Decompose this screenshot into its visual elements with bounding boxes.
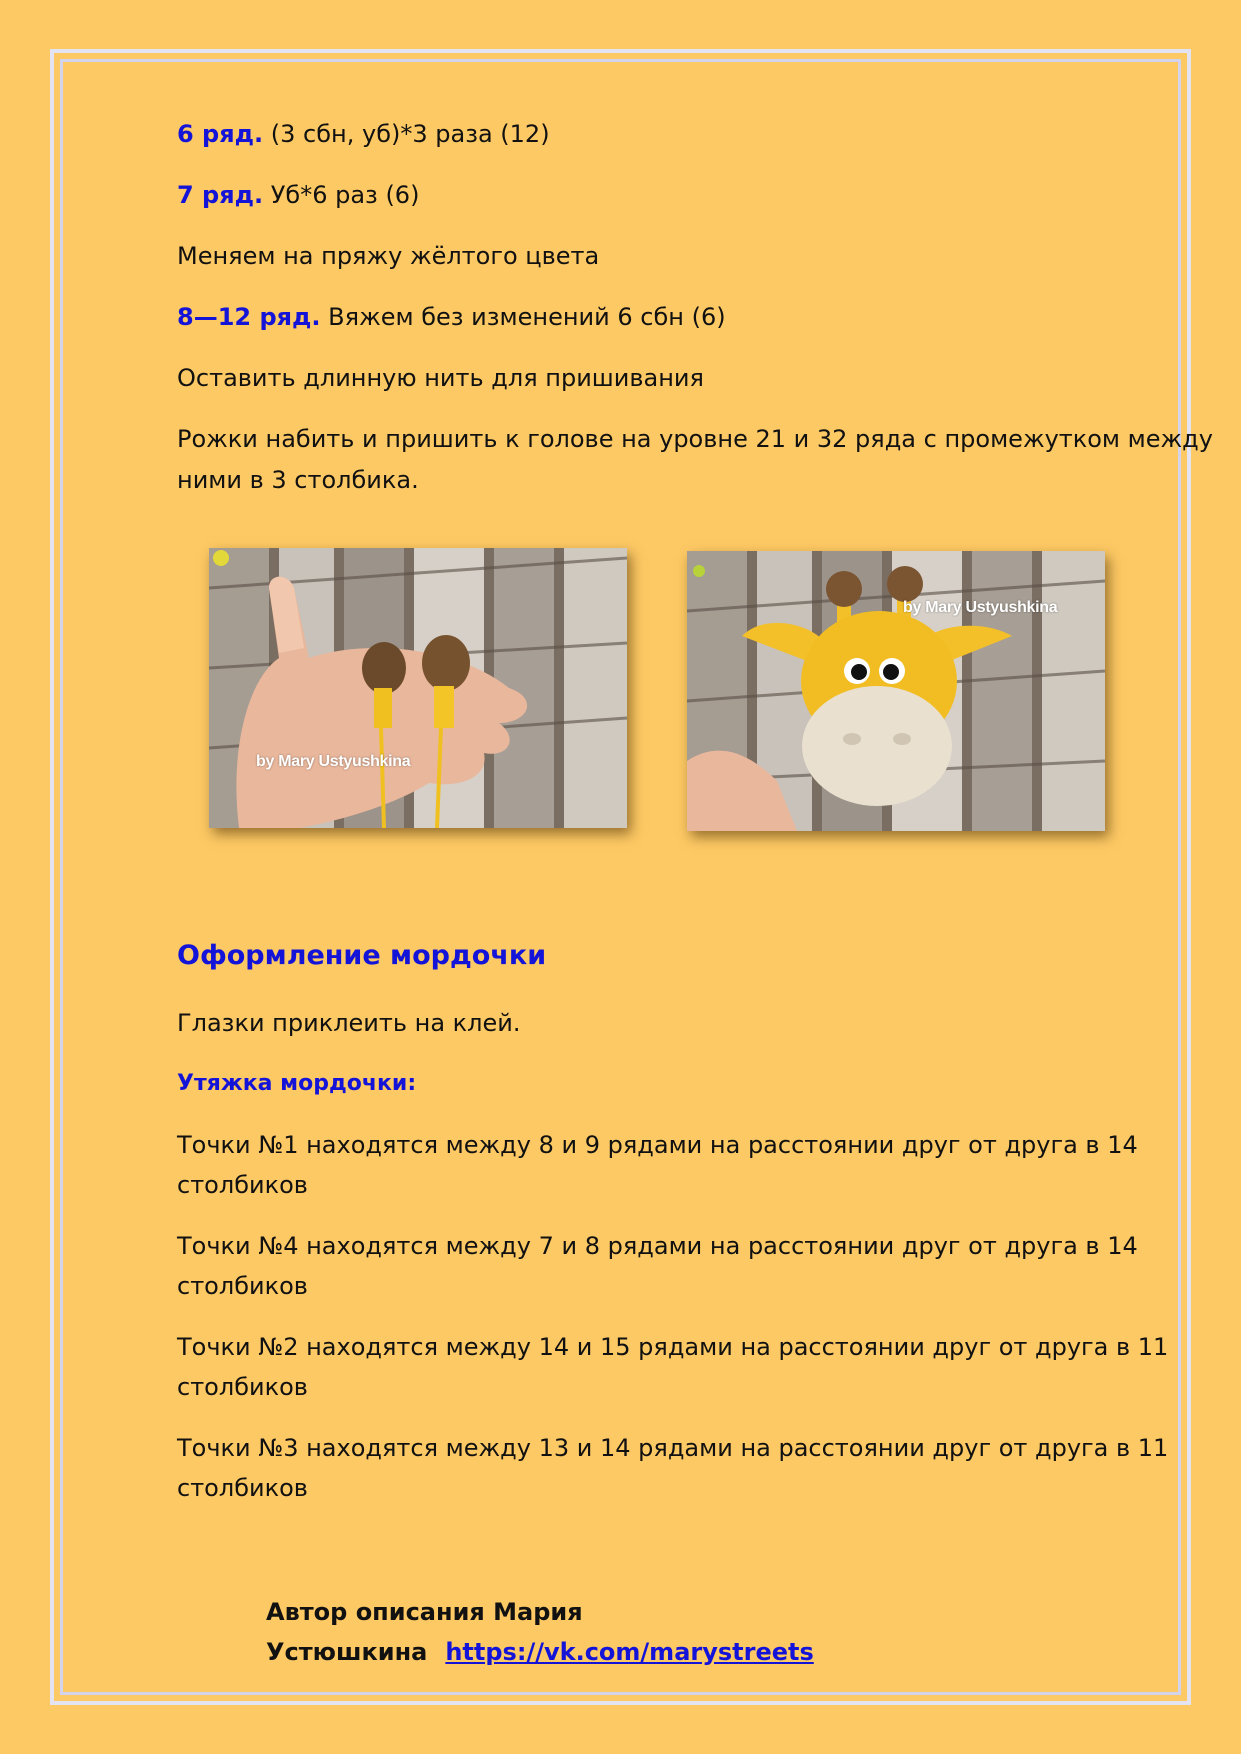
list-item [177, 1327, 1168, 1407]
section-title: Оформление мордочки [177, 940, 547, 971]
leave-thread-text: Оставить длинную нить для пришивания [177, 364, 704, 392]
row-6-text: (3 сбн, уб)*3 раза (12) [263, 120, 550, 148]
row-7-text: Уб*6 раз (6) [263, 181, 420, 209]
horns-text-line-2: ними в 3 столбика. [177, 466, 419, 494]
author-credit: Автор описания Мария Устюшкина [266, 1598, 583, 1666]
point-4-line-1: Точки №4 находятся между 7 и 8 рядами на расстоянии друг от друга в 14 [177, 1232, 1138, 1260]
point-4-line-2: столбиков [177, 1272, 308, 1300]
row-6 [177, 114, 550, 154]
row-8-12-label: 8—12 ряд. [177, 303, 321, 331]
vk-link[interactable]: https://vk.com/marystreets [445, 1638, 814, 1666]
row-8-12-text: Вяжем без изменений 6 сбн (6) [320, 303, 726, 331]
footer [266, 1592, 1066, 1672]
row-7-label: 7 ряд. [177, 181, 264, 209]
list-item [177, 1428, 1168, 1508]
point-2-line-2: столбиков [177, 1373, 308, 1401]
subsection-title: Утяжка мордочки: [177, 1071, 417, 1096]
horns-in-hand-photo [209, 548, 627, 828]
photo-2-watermark: by Mary Ustyushkina [903, 599, 1058, 616]
point-3-line-2: столбиков [177, 1474, 308, 1502]
row-6-label: 6 ряд. [177, 120, 264, 148]
photo-1-watermark: by Mary Ustyushkina [256, 753, 411, 770]
list-item [177, 1125, 1138, 1205]
point-1-line-1: Точки №1 находятся между 8 и 9 рядами на расстоянии друг от друга в 14 [177, 1131, 1138, 1159]
eyes-text: Глазки приклеить на клей. [177, 1009, 521, 1037]
crochet-horns-in-hand-photo-icon [209, 548, 627, 828]
list-item [177, 1226, 1138, 1306]
change-yarn-text: Меняем на пряжу жёлтого цвета [177, 242, 600, 270]
row-8-12 [177, 297, 726, 337]
point-2-line-1: Точки №2 находятся между 14 и 15 рядами на расстоянии друг от друга в 11 [177, 1333, 1169, 1361]
point-3-line-1: Точки №3 находятся между 13 и 14 рядами на расстоянии друг от друга в 11 [177, 1434, 1169, 1462]
row-7 [177, 175, 419, 215]
crochet-giraffe-head-photo-icon [687, 551, 1105, 831]
point-1-line-2: столбиков [177, 1171, 308, 1199]
horns-text-line-1: Рожки набить и пришить к голове на уровне 21 и 32 ряда с промежутком между [177, 425, 1213, 453]
giraffe-head-photo [687, 551, 1105, 831]
